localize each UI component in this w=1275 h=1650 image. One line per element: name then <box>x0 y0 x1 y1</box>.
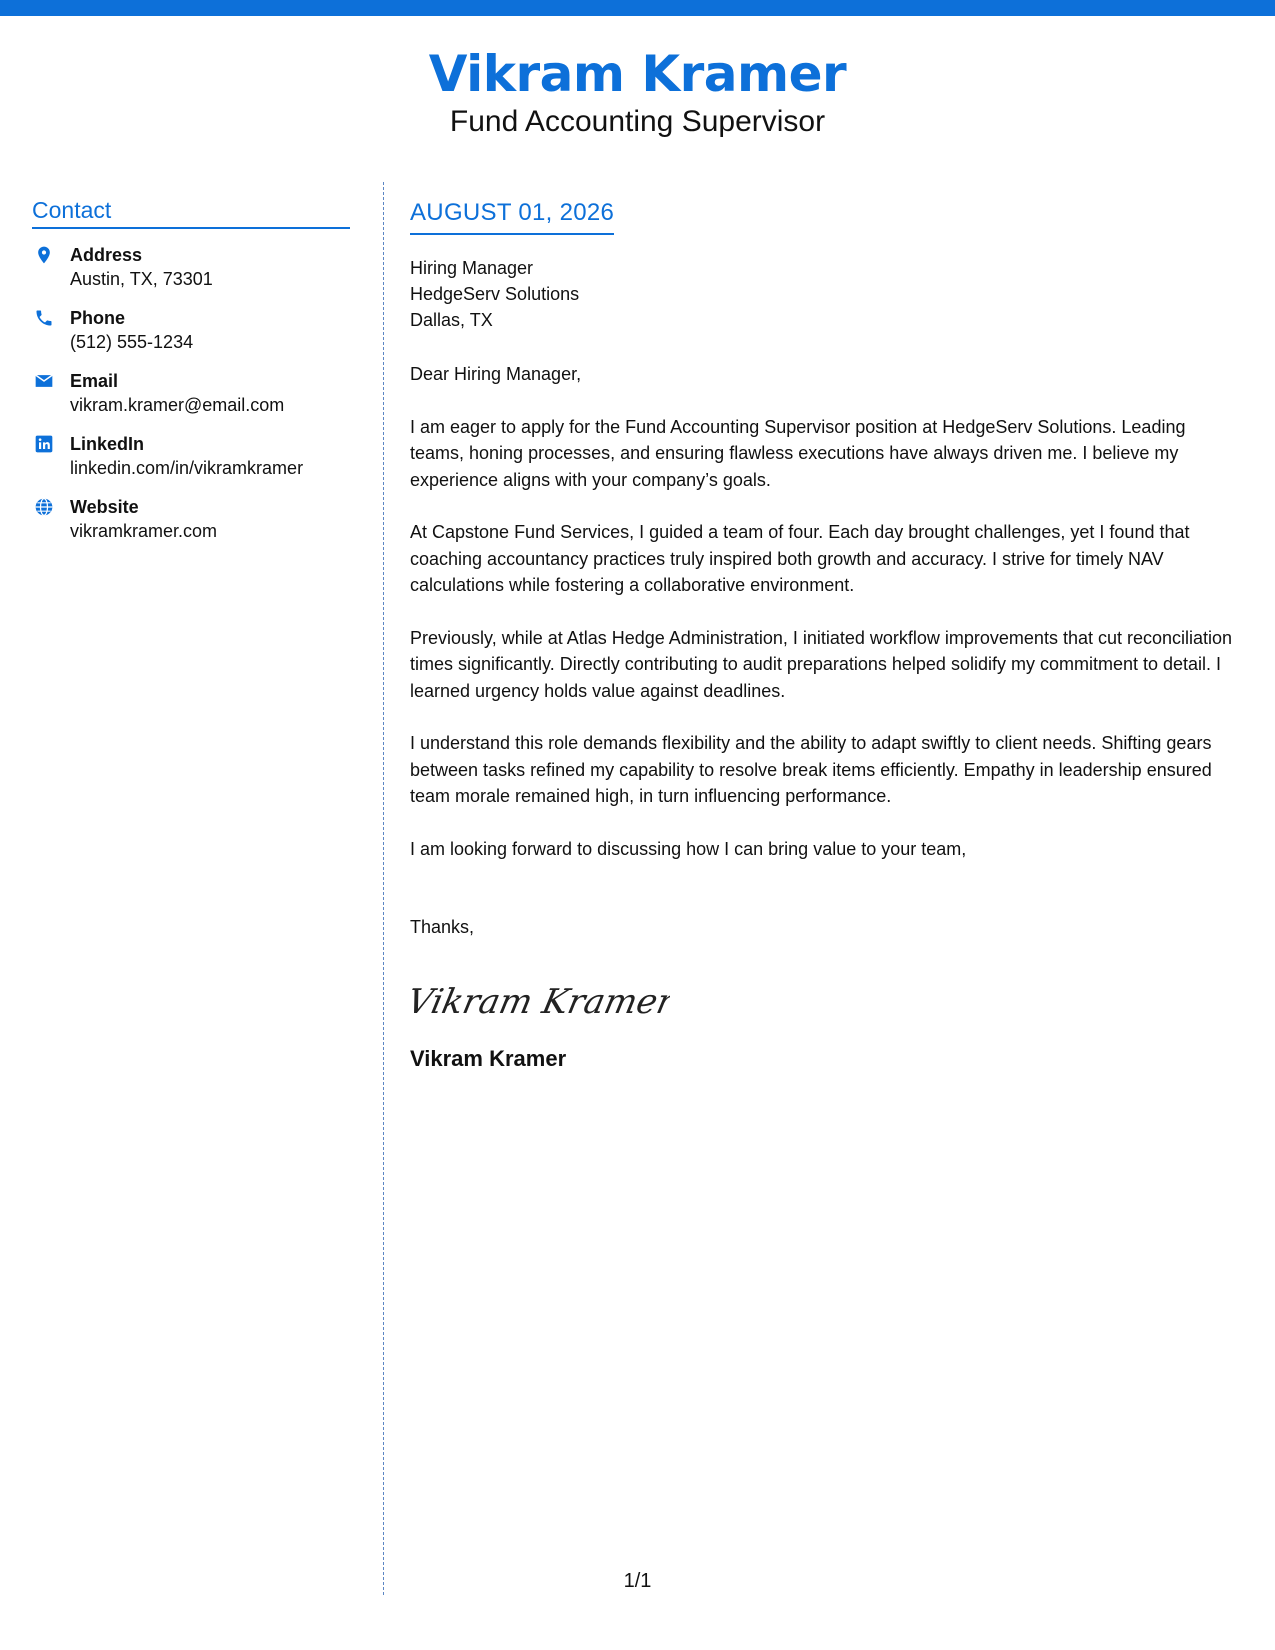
recipient-company: HedgeServ Solutions <box>410 284 580 304</box>
handwritten-signature <box>410 973 1240 1029</box>
globe-icon <box>34 497 54 517</box>
contact-item-address <box>32 243 350 306</box>
top-accent-bar <box>0 0 1275 16</box>
contact-heading: Contact <box>32 196 350 229</box>
linkedin-icon <box>34 434 54 454</box>
paragraph-2: At Capstone Fund Services, I guided a team of four. Each day brought challenges, yet I found that coaching accountancy practices truly inspired both growth and accuracy. I strive for timely NAV calculations while fostering a collaborative environment. <box>410 522 1190 595</box>
recipient-location: Dallas, TX <box>410 310 493 330</box>
paragraph-3: Previously, while at Atlas Hedge Administration, I initiated workflow improvements that cut reconciliation times significantly. Directly contributing to audit preparations helped solidify my commitment to detail. I learned urgency holds value against deadlines. <box>410 627 1233 701</box>
salutation: Dear Hiring Manager, <box>410 364 582 384</box>
contact-value-linkedin[interactable]: linkedin.com/in/vikramkramer <box>70 458 304 478</box>
contact-item-phone <box>32 306 350 369</box>
contact-value-address: Austin, TX, 73301 <box>70 269 213 289</box>
signer-name: Vikram Kramer <box>410 1045 567 1071</box>
envelope-icon <box>34 371 54 391</box>
contact-sidebar <box>32 196 350 558</box>
contact-label-linkedin: LinkedIn <box>70 434 145 454</box>
contact-item-website <box>32 495 350 558</box>
contact-label-email: Email <box>70 371 119 391</box>
contact-value-phone: (512) 555-1234 <box>70 332 194 352</box>
contact-value-email[interactable]: vikram.kramer@email.com <box>70 395 285 415</box>
job-title: Fund Accounting Supervisor <box>449 105 826 138</box>
paragraph-4: I understand this role demands flexibility and the ability to adapt swiftly to client needs. Shifting gears between tasks refined my capability to resolve break items efficiently. Empathy in leadership ensured team morale remained high, in turn influencing performance. <box>410 733 1212 806</box>
svg-text:Vikram Kramer: Vikram Kramer <box>410 981 670 1022</box>
letter-body <box>410 198 1240 1073</box>
contact-label-website: Website <box>70 497 139 517</box>
signature-image <box>410 973 670 1029</box>
recipient-block <box>410 255 1240 333</box>
signoff: Thanks, <box>410 917 475 937</box>
contact-list <box>32 243 350 558</box>
contact-label-phone: Phone <box>70 308 126 328</box>
contact-value-website[interactable]: vikramkramer.com <box>70 521 218 541</box>
applicant-name: Vikram Kramer <box>428 45 847 103</box>
contact-item-linkedin <box>32 432 350 495</box>
header <box>0 40 1275 140</box>
column-divider <box>383 182 384 1595</box>
recipient-name: Hiring Manager <box>410 258 534 278</box>
page-number: 1/1 <box>623 1570 652 1592</box>
contact-item-email <box>32 369 350 432</box>
map-pin-icon <box>34 245 54 265</box>
closing-line: I am looking forward to discussing how I can bring value to your team, <box>410 838 967 859</box>
paragraph-1: I am eager to apply for the Fund Accounting Supervisor position at HedgeServ Solutions. Leading teams, honing processes, and ensuring flawless executions have always driven me. I believe my experience aligns with your company’s goals. <box>410 416 1186 490</box>
contact-label-address: Address <box>70 245 143 265</box>
phone-icon <box>34 308 54 328</box>
letter-date: AUGUST 01, 2026 <box>410 198 614 235</box>
